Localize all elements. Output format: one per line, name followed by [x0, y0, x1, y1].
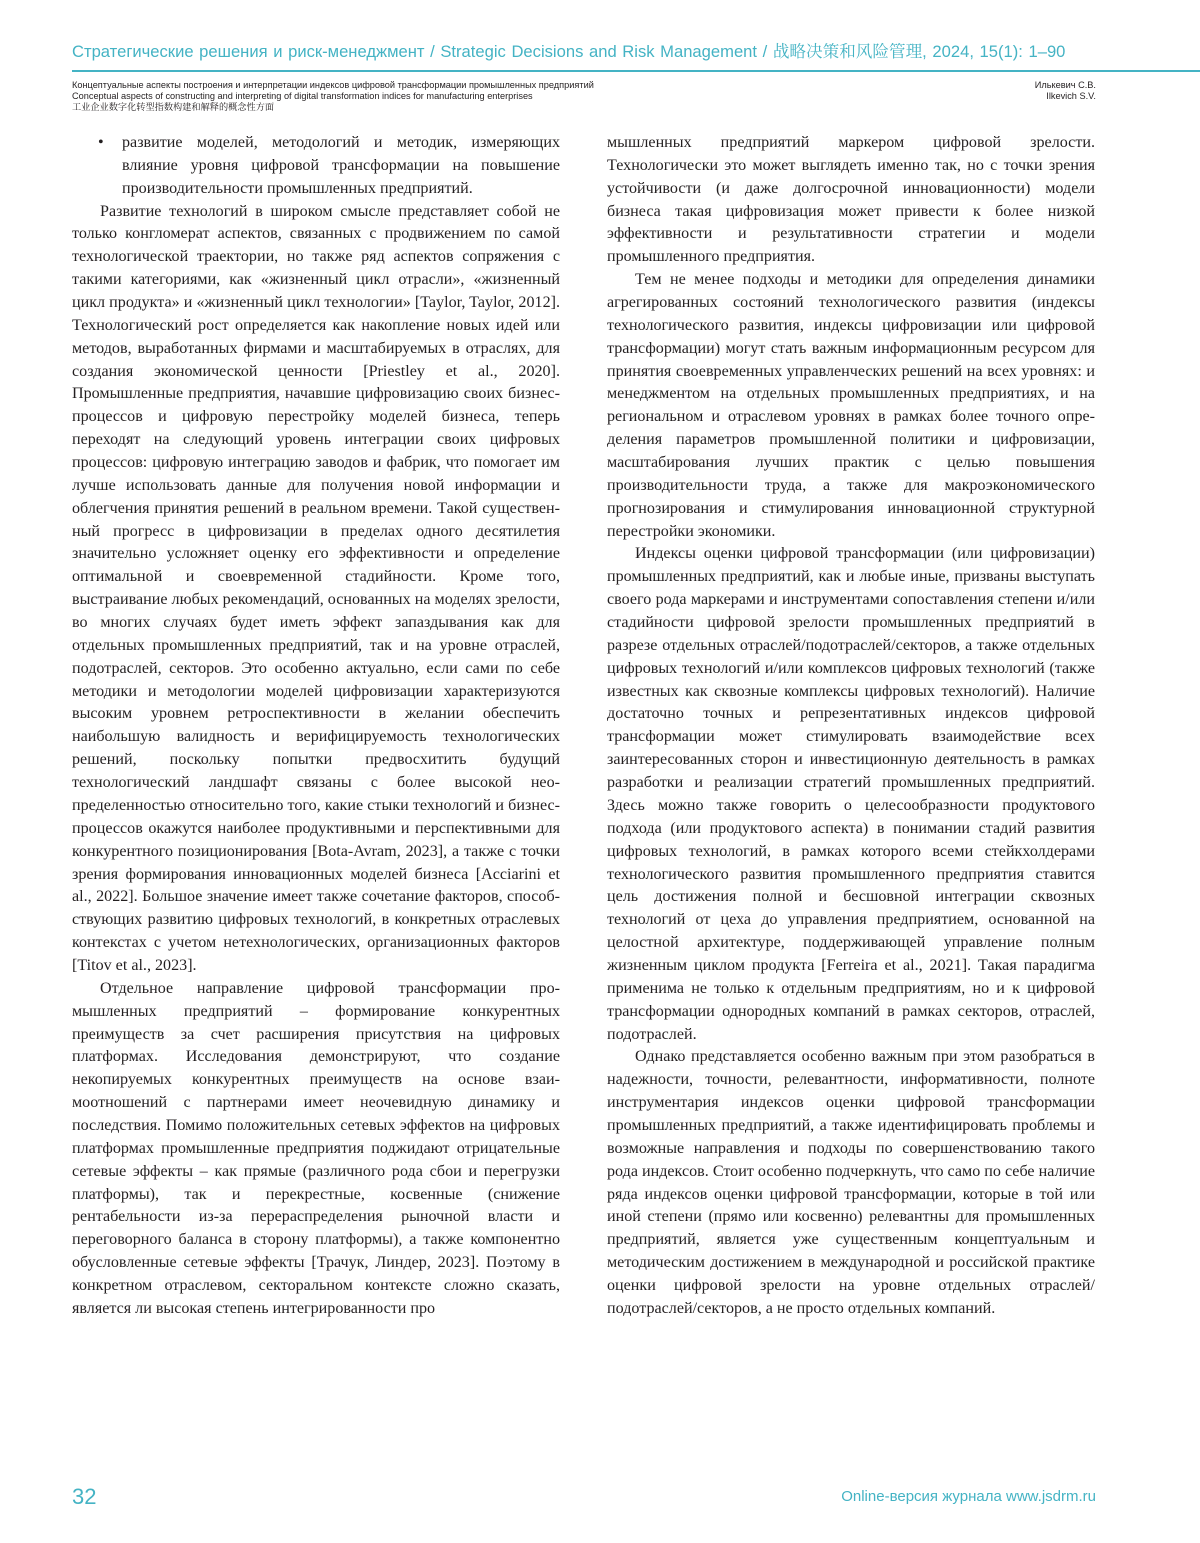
running-author-ru: Илькевич С.В.: [1034, 80, 1096, 90]
paragraph: Индексы оценки цифровой трансформации (или цифровизации) промышленных предприятий, как и любые иные, призваны выступать своего рода маркерами и инструментами сопоставления степени и/или стадийности цифровой зрелости промышленных предприятий в разрезе отдельных отраслей/подотраслей/секторов, а также отдельных цифровых технологий и/или комплексов цифровых технологий (также известных как сквозные комплексы цифровых технологий). Наличие достаточно точных и репрезентативных индексов цифровой трансформации может стимулировать взаимодействие всех заинтересованных сторон и инвестиционную деятельность в рамках разработки и реализации стратегий промышленных предприятий. Здесь можно также говорить о целесообразности продуктового подхода (или продуктового аспекта) в понимании стадий развития цифровых технологий, в рамках которого всеми стейкхолдерами технологического развития промышленного предприятия ставится цель достижения полной и бесшовной интеграции сквозных технологий от цеха до управления предприятием, основанной на целостной архитектуре, поддерживающей управление полным жизненным циклом продукта [Ferreira et al., 2021]. Такая парадигма применима не только к отдельным предприятиям, но и к цифровой трансформации однородных компаний в рамках секторов, отраслей, подотраслей.: [607, 545, 1095, 1043]
bullet-item: [98, 132, 560, 201]
paragraph: Отдельное направление цифровой трансформации промышленных предприятий – формирование конкурентных преимуществ за счет расширения присутствия на цифровых платформах. Исследования демонстрируют, что создание некопируемых конкурентных преимуществ на основе взаимоотношений с партнерами имеет неочевидную динамику и последствия. Помимо положительных сетевых эффектов на цифровых платформах промышленные предприятия поджидают отрицательные сетевые эффекты – как прямые (различного рода сбои и перегрузки платформы), так и перекрестные, косвенные (снижение рентабельности из-за перераспределения рыночной власти и переговорного баланса в сторону платформы), а также компонентно обусловленные сетевые эффекты [Трачук, Линдер, 2023]. Поэтому в конкретном отраслевом, секторальном контексте сложно сказать, является ли высокая степень интегрированности про: [72, 979, 560, 1317]
running-title-ru: Концептуальные аспекты построения и интерпретации индексов цифровой трансформации промышленных предприятий: [72, 80, 594, 90]
running-title: [72, 80, 952, 112]
paragraph-continuation: мышленных предприятий маркером цифровой зрелости. Технологически это может выглядеть именно так, но с точки зрения устойчивости (и даже долгосрочной инновационности) модели бизнеса такая цифровизация может привести к более низкой эффективности и результативности стратегии и модели промышленного предприятия.: [607, 134, 1095, 266]
bullet-text: развитие моделей, методологий и методик, измеряющих влияние уровня цифровой трансформации на повышение производительности промышленных предприятий.: [122, 134, 560, 197]
paragraph: Тем не менее подходы и методики для определения динамики агрегированных состояний технологического развития (индексы технологического развития, индексы цифровизации или цифровой трансформации) могут стать важным информационным ресурсом для принятия своевременных управленческих решений на всех уровнях: и менеджментом на отдельных промышленных предприятиях, и на региональном и отраслевом уровнях в рамках более точного определения параметров промышленной политики и цифровизации, масштабирования лучших практик с целью повышения производительности труда, а также для макроэкономического прогнозирования и стимулирования инновационной структурной перестройки экономики.: [607, 271, 1095, 540]
running-author: [1035, 80, 1096, 102]
journal-header: Стратегические решения и риск-менеджмент / Strategic Decisions and Risk Management / 战略决策和风险管理, 2024, 15(1): 1–90: [72, 42, 1066, 61]
left-column: [72, 132, 560, 1321]
header-rule: [72, 70, 1200, 72]
paragraph: Однако представляется особенно важным при этом разобраться в надежности, точности, релевантности, информативности, полноте инструментария индексов оценки цифровой трансформации промышленных предприятий, а также идентифицировать проблемы и возможные направления и подходы по совершенствованию такого рода индексов. Стоит особенно подчеркнуть, что само по себе наличие ряда индексов оценки цифровой трансформации, которые в той или иной степени (прямо или косвенно) релевантны для промышленных предприятий, является уже существенным концептуальным и методическим достижением в международной и российской практике оценки цифровой зрелости на уровне отдельных отраслей/подотраслей/секторов, а не просто отдельных компаний.: [607, 1048, 1095, 1317]
running-author-en: Ilkevich S.V.: [1046, 90, 1096, 101]
running-title-en: Conceptual aspects of constructing and interpreting of digital transformation indices for manufacturing enterprises: [72, 90, 533, 101]
paragraph: Развитие технологий в широком смысле представляет собой не только конгломерат аспектов, связанных с продвижением по самой технологической траектории, но также ряд аспектов сопряжения с такими категориями, как «жизненный цикл отрасли», «жизненный цикл продукта» и «жизненный цикл технологии» [Taylor, Taylor, 2012]. Технологический рост определяется как накопление новых идей или методов, выработанных фирмами и масштабируемых в отраслях, для создания экономической ценности [Priestley et al., 2020]. Промышленные предприятия, начавшие цифровизацию своих бизнес-процессов и цифровую перестройку моделей бизнеса, теперь переходят на следующий уровень интеграции своих цифровых процессов: цифровую интеграцию заводов и фабрик, что помогает им лучше использовать данные для получения новой информации и облегчения принятия решений в реальном времени. Такой существенный прогресс в цифровизации в пределах одного десятилетия значительно усложняет оценку его эффективности и определение оптимальной и своевременной стадийности. Кроме того, выстраивание любых рекомендаций, основанных на моделях зрелости, во многих случаях будет иметь эффект запаздывания как для отдельных промышленных предприятий, так и на уровне отраслей, подотраслей, секторов. Это особенно актуально, если сами по себе методики и методологии моделей цифровизации характеризуются высоким уровнем ретроспективности в желании обеспечить наибольшую валидность и верифицируемость технологических решений, поскольку попытки предвосхитить будущий технологический ландшафт связаны с более высокой неопределенностью относительно того, какие стыки технологий и бизнес-процессов окажутся наиболее продуктивными и перспективными для конкурентного позиционирования [Bota-Avram, 2023], а также с точки зрения формирования инновационных моделей бизнеса [Acciarini et al., 2022]. Большое значение имеет также сочетание факторов, способствующих развитию цифровых технологий, в конкретных отраслевых контекстах с учетом нетехнологических, организационных факторов [Titov et al., 2023].: [72, 202, 560, 974]
running-title-zh: 工业企业数字化转型指数构建和解释的概念性方面: [72, 101, 275, 112]
footer-url[interactable]: Online-версия журнала www.jsdrm.ru: [841, 1488, 1096, 1505]
page-number: 32: [72, 1484, 97, 1509]
right-column: [607, 132, 1095, 1321]
bullet-dot-icon: •: [98, 134, 104, 151]
